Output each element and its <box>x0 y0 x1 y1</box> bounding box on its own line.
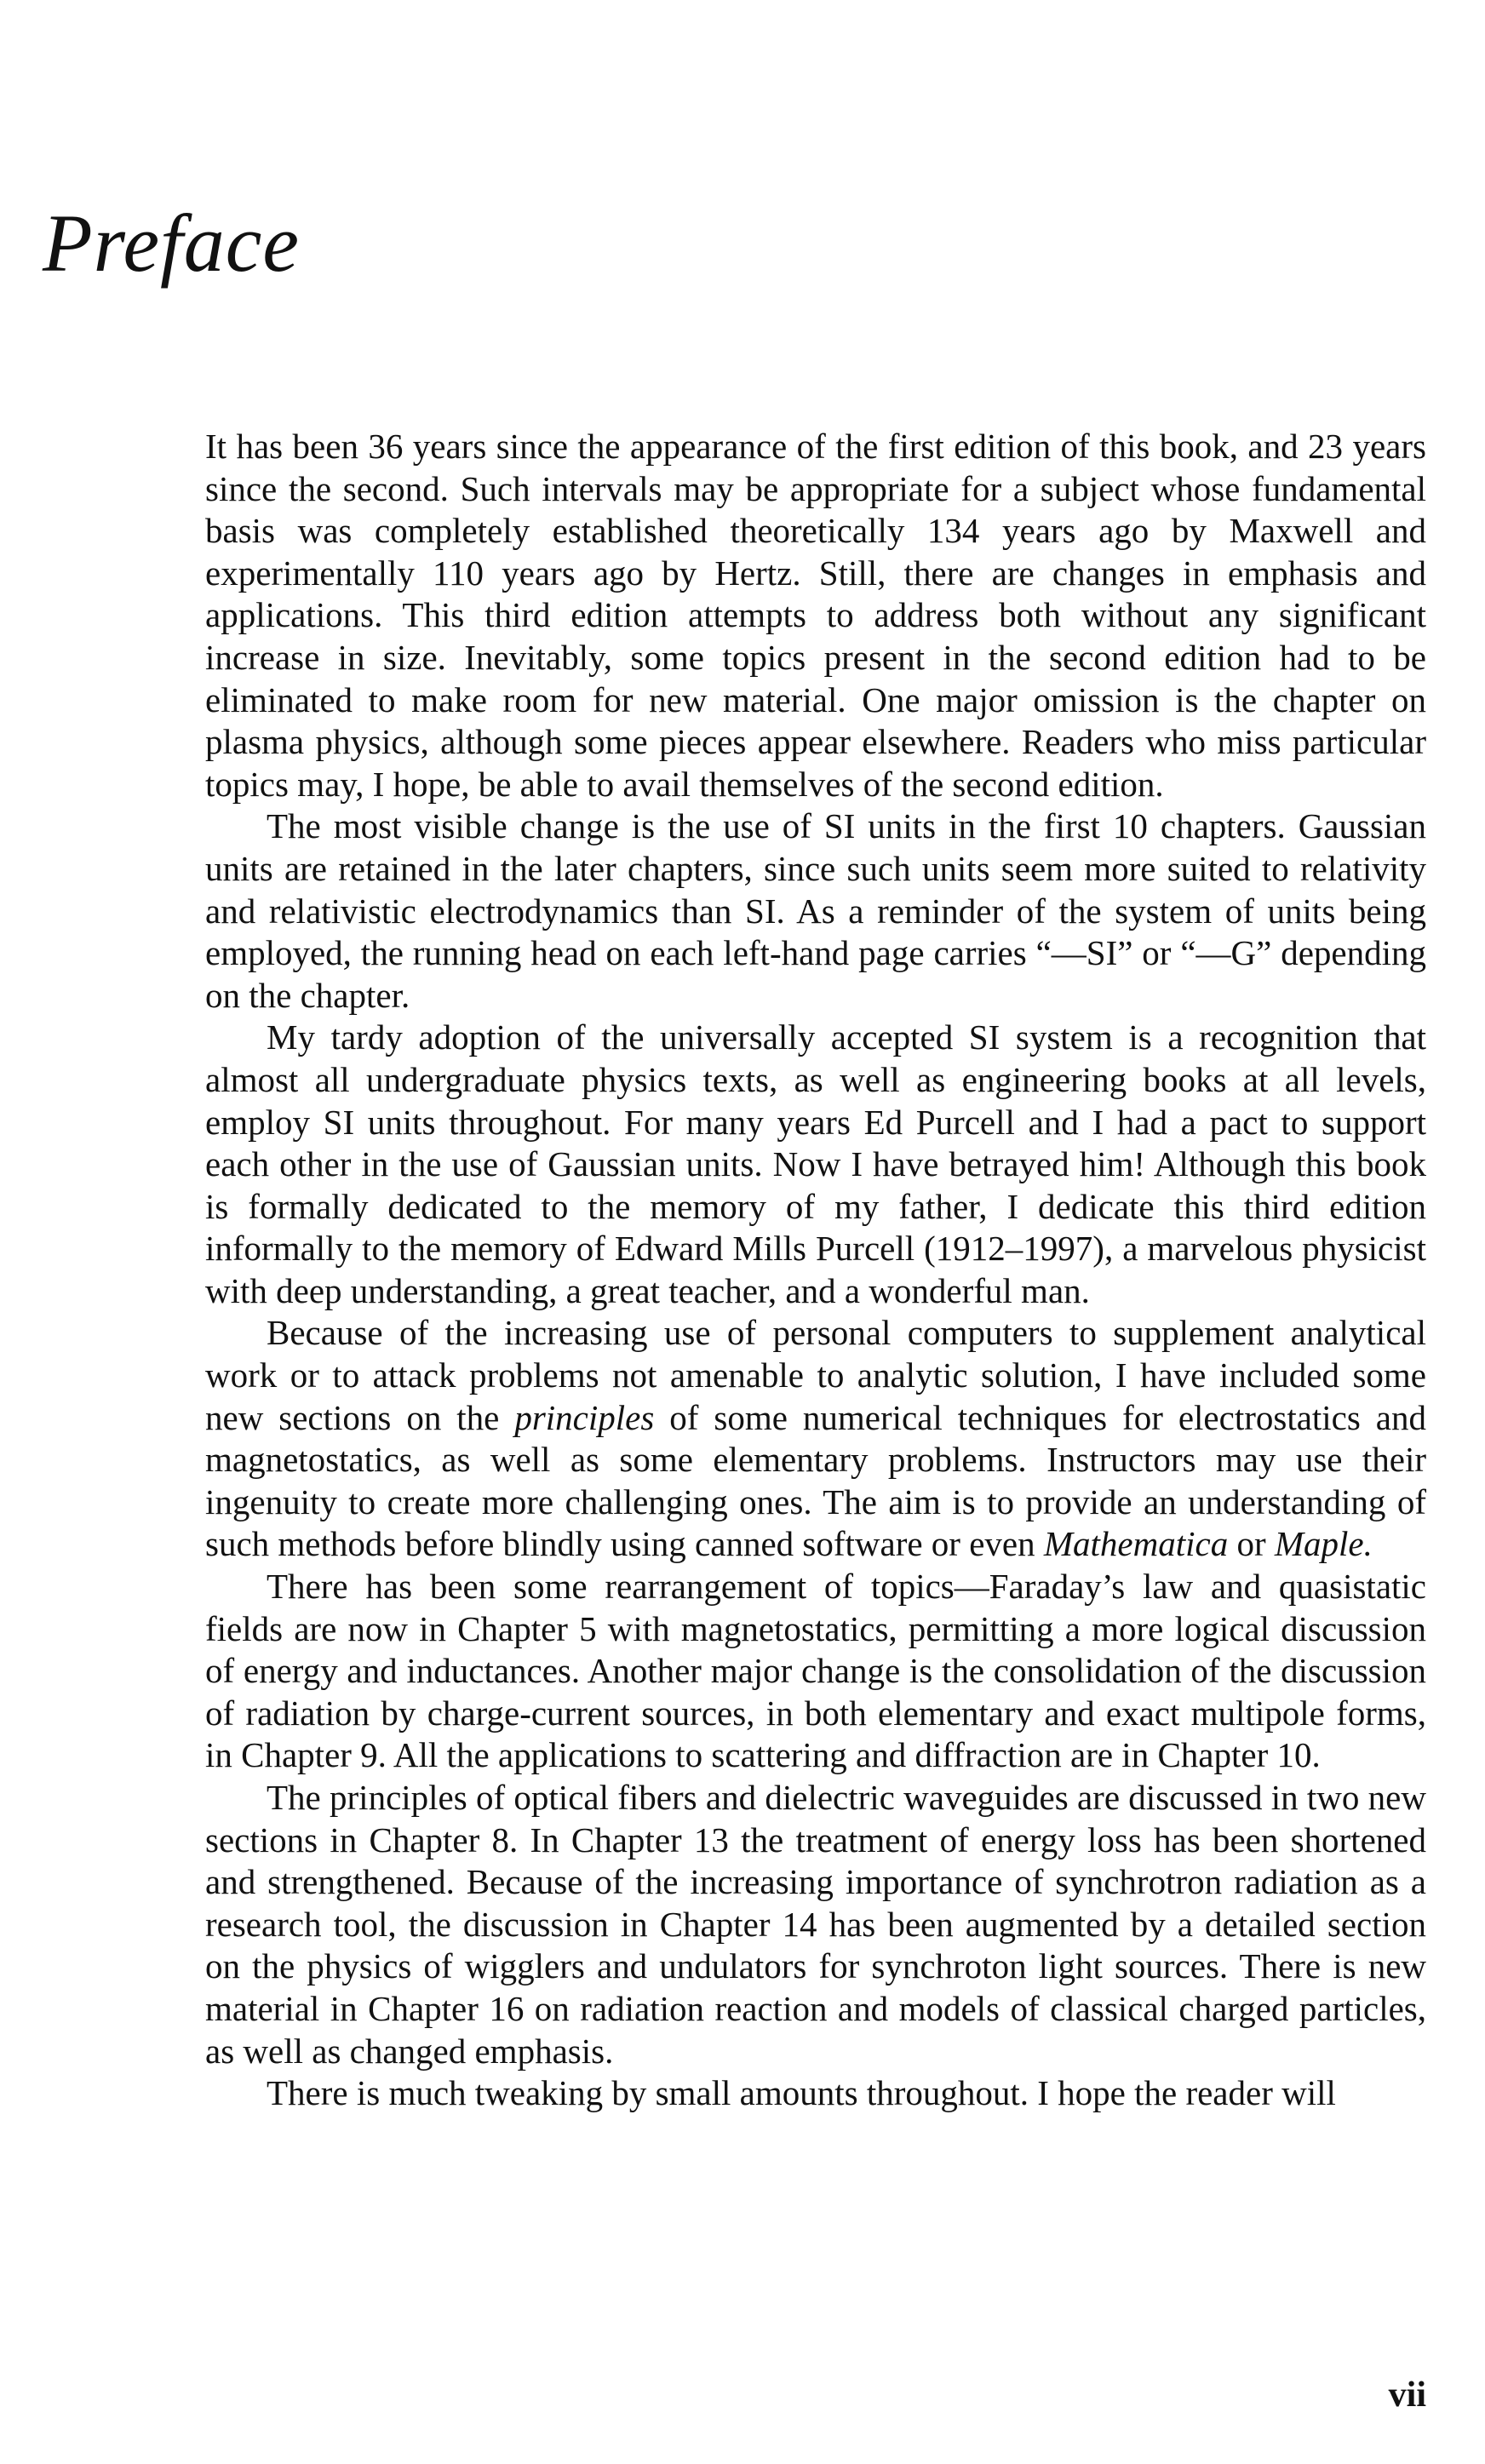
paragraph-text: My tardy adoption of the universally accepted SI system is a recognition that almost all undergraduate physics texts, as well as engineering books at all levels, employ SI units throughout. For many years Ed Purcell and I had a pact to support each other in the use of Gaussian units. Now I have betrayed him! Although this book is formally dedicated to the memory of my father, I dedicate this third edition informally to the memory of Edward Mills Purcell (1912–1997), a marvelous physicist with deep understanding, a great teacher, and a wonderful man. <box>205 1017 1426 1310</box>
emphasized-text: Mathematica <box>1043 1524 1229 1564</box>
page-number: vii <box>1388 2375 1426 2415</box>
paragraph-4 <box>205 1312 1426 1566</box>
paragraph-5 <box>205 1566 1426 1777</box>
paragraph-text: Because of the increasing use of personal computers to supplement analytical work or to attack problems not amenable to analytic solution, I have included some new sections on the <box>205 1313 1426 1437</box>
emphasized-text: Maple. <box>1274 1524 1373 1564</box>
preface-body <box>205 426 1426 2115</box>
paragraph-7 <box>205 2072 1426 2115</box>
paragraph-text: The principles of optical fibers and dielectric waveguides are discussed in two new sections in Chapter 8. In Chapter 13 the treatment of energy loss has been shortened and strengthened. Because of the increasing importance of synchrotron radiation as a research tool, the discussion in Chapter 14 has been augmented by a detailed section on the physics of wigglers and undulators for synchroton light sources. There is new material in Chapter 16 on radiation reaction and models of classical charged particles, as well as changed emphasis. <box>205 1778 1426 2071</box>
paragraph-1 <box>205 426 1426 805</box>
paragraph-text: or <box>1228 1524 1275 1564</box>
paragraph-text: There is much tweaking by small amounts throughout. I hope the reader will <box>267 2073 1336 2113</box>
page-title: Preface <box>43 198 300 289</box>
emphasized-text: principles <box>514 1397 655 1437</box>
paragraph-2 <box>205 805 1426 1017</box>
paragraph-text: There has been some rearrangement of topics—Faraday’s law and quasistatic fields are now in Chapter 5 with magnetostatics, permitting a more logical discussion of energy and inductances. Another major change is the consolidation of the discussion of radiation by charge-current sources, in both elementary and exact multipole forms, in Chapter 9. All the applications to scattering and diffraction are in Chapter 10. <box>205 1567 1426 1775</box>
paragraph-text: of some numerical techniques for electrostatics and magnetostatics, as well as some elementary problems. Instructors may use their ingenuity to create more challenging ones. The aim is to provide an understanding of such methods before blindly using canned software or even <box>205 1397 1426 1564</box>
paragraph-text: The most visible change is the use of SI units in the first 10 chapters. Gaussian units are retained in the later chapters, since such units seem more suited to relativity and relativistic electrodynamics than SI. As a reminder of the system of units being employed, the running head on each left-hand page carries “—SI” or “—G” depending on the chapter. <box>205 806 1426 1015</box>
paragraph-3 <box>205 1017 1426 1312</box>
paragraph-text: It has been 36 years since the appearance of the first edition of this book, and 23 years since the second. Such intervals may be appropriate for a subject whose fundamental basis was completely established theoretically 134 years ago by Maxwell and experimentally 110 years ago by Hertz. Still, there are changes in emphasis and applications. This third edition attempts to address both without any significant increase in size. Inevitably, some topics present in the second edition had to be eliminated to make room for new material. One major omission is the chapter on plasma physics, although some pieces appear elsewhere. Readers who miss particular topics may, I hope, be able to avail themselves of the second edition. <box>205 427 1426 804</box>
paragraph-6 <box>205 1777 1426 2072</box>
